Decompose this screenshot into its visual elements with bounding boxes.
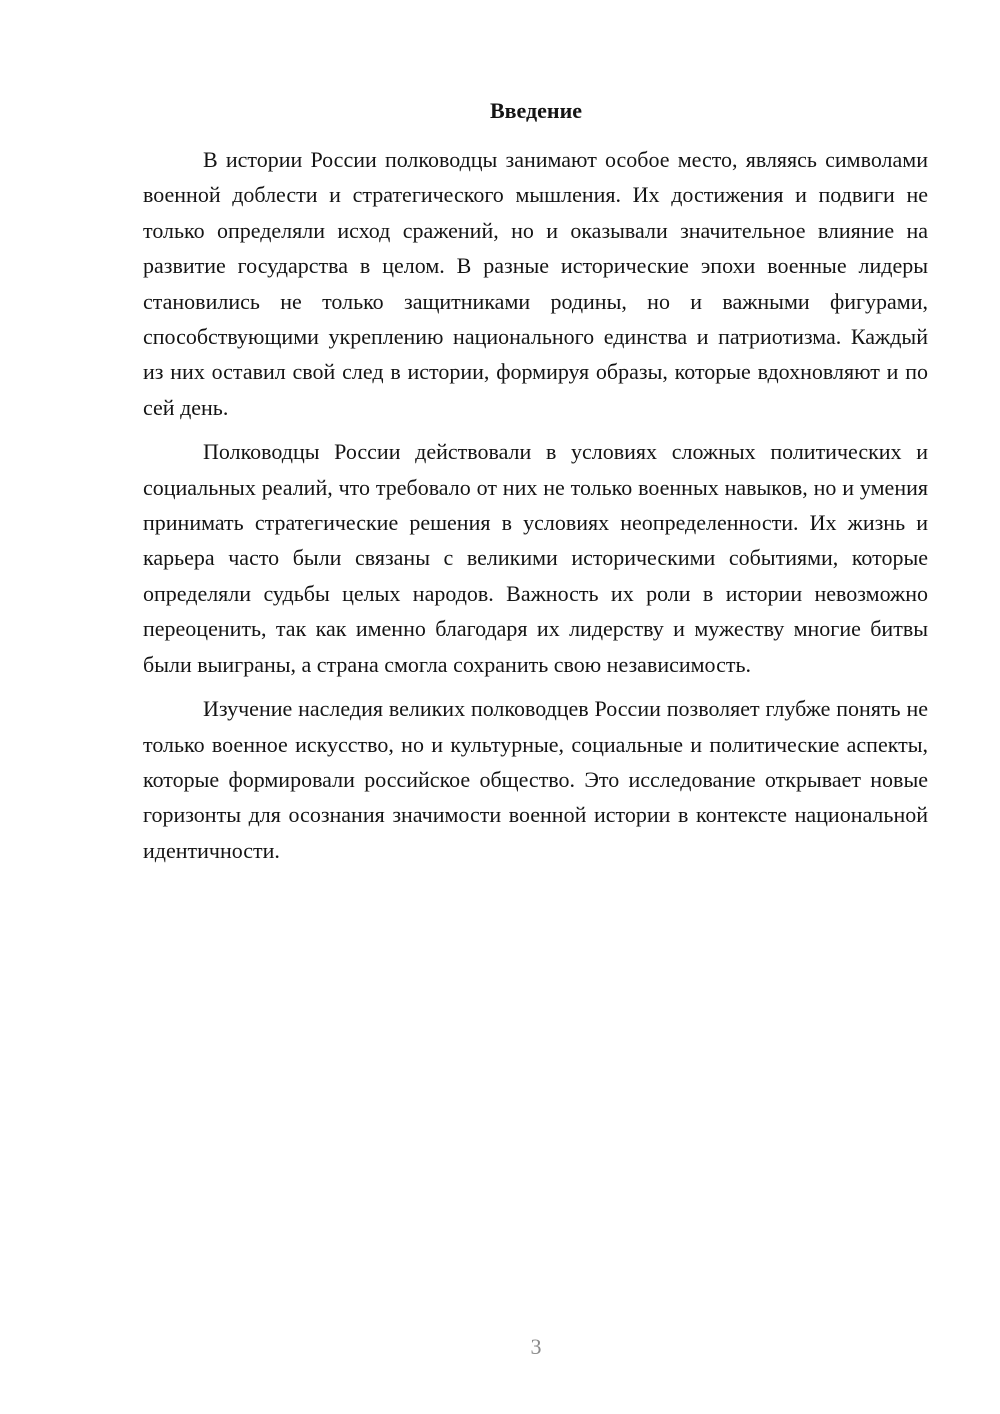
page-number: 3 (530, 1334, 542, 1359)
paragraph-3: Изучение наследия великих полководцев России позволяет глубже понять не только военное искусство, но и культурные, социальные и политические аспекты, которые формировали российское общество. Это исследование открывает новые горизонты для осознания значимости военной истории в контексте национальной идентичности. (143, 696, 928, 863)
body-text (143, 142, 928, 868)
paragraph-1: В истории России полководцы занимают особое место, являясь символами военной доблести и стратегического мышления. Их достижения и подвиги не только определяли исход сражений, но и оказывали значительное влияние на развитие государства в целом. В разные исторические эпохи военные лидеры становились не только защитниками родины, но и важными фигурами, способствующими укреплению национального единства и патриотизма. Каждый из них оставил свой след в истории, формируя образы, которые вдохновляют и по сей день. (143, 147, 928, 420)
paragraph-2: Полководцы России действовали в условиях сложных политических и социальных реалий, что требовало от них не только военных навыков, но и умения принимать стратегические решения в условиях неопределенности. Их жизнь и карьера часто были связаны с великими историческими событиями, которые определяли судьбы целых народов. Важность их роли в истории невозможно переоценить, так как именно благодаря их лидерству и мужеству многие битвы были выиграны, а страна смогла сохранить свою независимость. (143, 439, 928, 677)
page-title: Введение (489, 98, 583, 123)
